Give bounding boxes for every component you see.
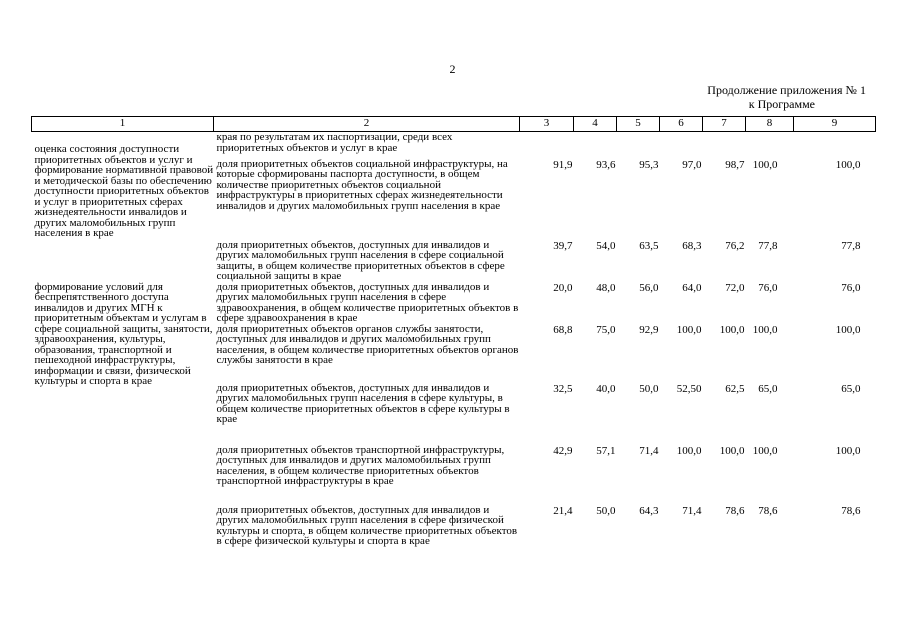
task-description-2: формирование условий для беспрепятственного доступа инвалидов и других МГН к приоритетным объектам и услугам в сфере социальной защиты, занятости, здравоохранения, культуры, образования, транспортной и пешеходной инфраструктуры, информации и связи, физической культуры и спорта в крае [34,280,213,387]
value-cell [617,132,660,159]
value-cell: 48,0 [596,281,616,294]
value-cell: 77,8 [758,239,778,252]
value-cell [520,132,574,159]
value-cell [703,132,746,159]
page-number: 2 [449,62,456,76]
value-cell [617,567,660,635]
value-cell: 78,6 [725,504,745,517]
value-cell [520,567,574,635]
column-header-3: 3 [520,117,574,132]
value-cell: 54,0 [596,239,616,252]
program-indicators-table [31,116,876,635]
column-header-8: 8 [746,117,794,132]
column-header-5: 5 [617,117,660,132]
continuation-line-2: к Программе [748,97,815,111]
value-cell: 100,0 [835,323,861,336]
value-cell [794,132,876,159]
column-header-7: 7 [703,117,746,132]
value-cell: 20,0 [553,281,573,294]
value-cell: 100,0 [719,444,745,457]
column-header-2: 2 [214,117,520,132]
value-cell: 63,5 [639,239,659,252]
value-cell [660,567,703,635]
indicator-cell: доля приоритетных объектов, доступных для инвалидов и других маломобильных групп населения в сфере социальной защиты, в общем количестве приоритетных объектов в сфере социальной защиты в крае [216,238,505,282]
value-cell [660,132,703,159]
value-cell [574,567,617,635]
value-cell: 77,8 [841,239,861,252]
value-cell: 93,6 [596,158,616,171]
continuation-line-1: Продолжение приложения № 1 [707,83,866,97]
value-cell: 65,0 [841,382,861,395]
task-description-1: оценка состояния доступности приоритетных объектов и услуг и формирование нормативной правовой и методической базы по обеспечению доступности приоритетных объектов и услуг в приоритетных сферах жизнедеятельности инвалидов и других маломобильных групп населения в крае [34,143,214,239]
value-cell [574,132,617,159]
value-cell: 95,3 [639,158,659,171]
value-cell: 78,6 [841,504,861,517]
indicator-cell: доля приоритетных объектов, доступных для инвалидов и других маломобильных групп населения в сфере здравоохранения, в общем количестве приоритетных объектов в сфере здравоохранения в крае [216,280,519,324]
value-cell: 100,0 [676,444,702,457]
value-cell: 76,0 [758,281,778,294]
indicator-cell: края по результатам их паспортизации, среди всех приоритетных объектов и услуг в крае [216,131,453,154]
column-header-1: 1 [32,117,214,132]
indicator-cell: доля приоритетных объектов транспортной инфраструктуры, доступных для инвалидов и других маломобильных групп населения, в общем количестве приоритетных объектов транспортной инфраструктуры в крае [216,443,505,487]
value-cell: 68,3 [682,239,702,252]
value-cell: 39,7 [553,239,573,252]
indicator-cell: доля приоритетных объектов социальной инфраструктуры, на которые сформированы паспорта доступности, в общем количестве приоритетных объектов социальной инфраструктуры в приоритетных сферах жизнедеятельности инвалидов и других маломобильных групп населения в крае [216,157,508,212]
value-cell: 100,0 [719,323,745,336]
indicator-cell: доля приоритетных объектов органов службы занятости, доступных для инвалидов и других маломобильных групп населения, в общем количестве приоритетных объектов органов службы занятости в крае [216,322,519,366]
value-cell: 91,9 [553,158,573,171]
column-header-6: 6 [660,117,703,132]
value-cell: 21,4 [553,504,573,517]
value-cell: 40,0 [596,382,616,395]
table-header-row [32,117,876,132]
value-cell [746,567,794,635]
value-cell: 78,6 [758,504,778,517]
table-row [32,132,876,159]
column-header-9: 9 [794,117,876,132]
value-cell [746,132,794,159]
value-cell: 100,0 [752,444,778,457]
value-cell: 100,0 [835,158,861,171]
value-cell: 57,1 [596,444,616,457]
value-cell: 50,0 [639,382,659,395]
value-cell: 32,5 [553,382,573,395]
value-cell: 71,4 [639,444,659,457]
value-cell: 65,0 [758,382,778,395]
value-cell: 52,50 [676,382,702,395]
value-cell: 97,0 [682,158,702,171]
value-cell: 71,4 [682,504,702,517]
value-cell: 76,0 [841,281,861,294]
value-cell: 100,0 [752,323,778,336]
value-cell: 100,0 [752,158,778,171]
value-cell: 42,9 [553,444,573,457]
value-cell: 62,5 [725,382,745,395]
value-cell: 56,0 [639,281,659,294]
value-cell [703,567,746,635]
value-cell [794,567,876,635]
value-cell: 64,3 [639,504,659,517]
value-cell: 50,0 [596,504,616,517]
indicator-cell: доля приоритетных объектов, доступных для инвалидов и других маломобильных групп населения в сфере культуры, в общем количестве приоритетных объектов в сфере культуры в крае [216,381,510,425]
value-cell: 72,0 [725,281,745,294]
value-cell: 68,8 [553,323,573,336]
value-cell: 64,0 [682,281,702,294]
indicator-cell: доля приоритетных объектов, доступных для инвалидов и других маломобильных групп населения в сфере физической культуры и спорта, в общем количестве приоритетных объектов в сфере физической культуры и спорта в крае [216,503,518,547]
value-cell: 75,0 [596,323,616,336]
indicator-cell [214,567,520,635]
value-cell: 100,0 [835,444,861,457]
value-cell: 98,7 [725,158,745,171]
value-cell: 76,2 [725,239,745,252]
column-header-4: 4 [574,117,617,132]
value-cell: 92,9 [639,323,659,336]
value-cell: 100,0 [676,323,702,336]
table-row [32,282,876,324]
